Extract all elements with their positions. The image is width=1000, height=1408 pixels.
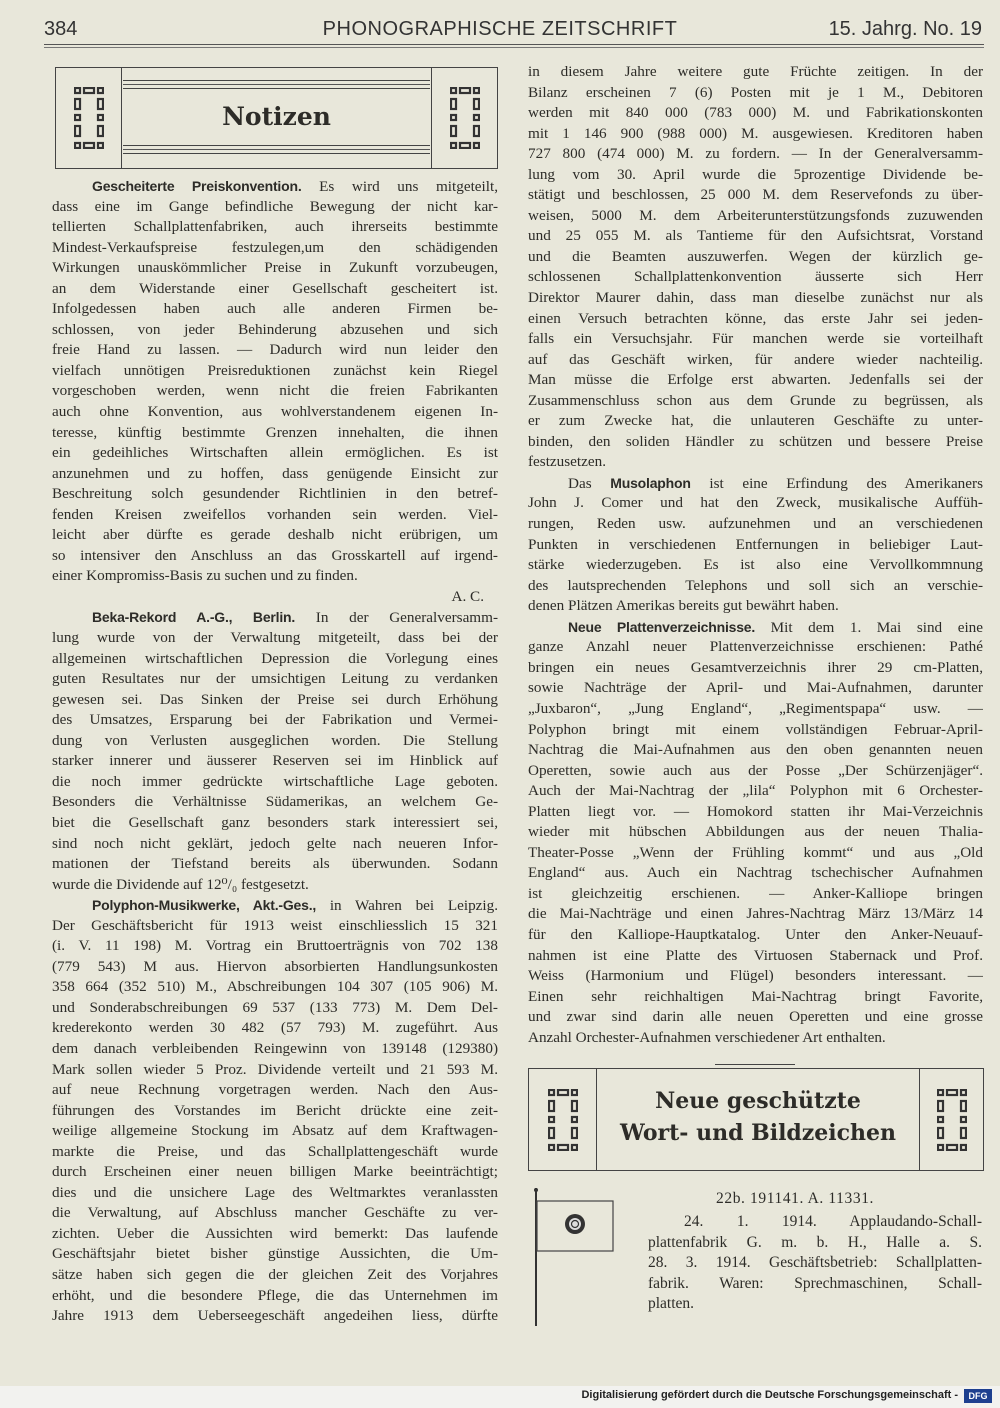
line-text: 358 664 (352 510) M., Abschreibungen 104 307 (105 906) M. (52, 978, 498, 996)
line-text: denen Plätzen Amerikas bereits gut bewährt haben. (528, 597, 839, 615)
line-text: an dem Widerstande einer Gesellschaft gescheitert ist. (52, 279, 498, 297)
text-line (528, 637, 983, 658)
line-text: stätigt und beschlossen, 25 000 M. dem Reservefonds zu über- (528, 186, 983, 204)
line-text: schlossenen Schallplattenkonvention äusserte sich Herr (528, 268, 983, 286)
line-text: falls ein Versuchsjahr. Für manchen werde sie vorteilhaft (528, 330, 983, 348)
line-text: wurde die Dividende auf 12⁰/₀ festgesetzt. (52, 875, 309, 893)
text-line (52, 710, 498, 731)
text-line (52, 690, 498, 711)
ornament-left (56, 68, 122, 168)
text-line (528, 1007, 983, 1028)
line-text: Polyphon bringt mit einem vollständigen Februar-April- (528, 720, 983, 738)
text-line (52, 1162, 498, 1183)
line-text: und die Beamten auszuwerfen. Wegen der kürzlich ge- (528, 247, 983, 265)
text-line (528, 514, 983, 535)
text-line (52, 381, 498, 402)
text-line (528, 411, 983, 432)
text-line (52, 1101, 498, 1122)
text-line (528, 576, 983, 597)
header-rule (44, 44, 984, 48)
paragraph (52, 176, 498, 607)
trademarks-header-box (528, 1068, 984, 1171)
text-line (528, 62, 983, 83)
line-text: Weiss (Harmonium und Flügel) besonders interessant. — (528, 967, 983, 985)
section-title-line-1: Neue geschützte (655, 1088, 861, 1114)
line-text: Beschreitung solch gesundender Richtlinien in den betref- (52, 485, 498, 503)
line-text: bringen ein neues Gesamtverzeichnis ihrer 29 cm-Platten, (528, 658, 983, 676)
text-line (52, 854, 498, 875)
text-line (52, 731, 498, 752)
footer-funding-note: Digitalisierung gefördert durch die Deutsche Forschungsgemeinschaft - (581, 1389, 958, 1401)
paragraph-prefix: Das (568, 474, 611, 492)
text-line (52, 217, 498, 238)
trademark-line: plattenfabrik G. m. b. H., Halle a. S. (648, 1233, 982, 1251)
text-line (528, 761, 983, 782)
line-text: fenden Kreisen zweifellos vorhanden sein werden. Viel- (52, 505, 498, 523)
line-text: In der Generalversamm- (295, 609, 498, 627)
text-line (528, 350, 983, 371)
text-line (52, 751, 498, 772)
section-divider (715, 1064, 795, 1065)
line-text: die Verwaltung, auf Abschluss mancher Geschäfte zu ver- (52, 1204, 498, 1222)
line-text: zichten. Ueber die Aussichten wird bemerkt: Das laufende (52, 1224, 498, 1242)
paragraph (52, 607, 498, 895)
paragraph (528, 617, 983, 1048)
line-text: krederekonto werden 30 482 (57 793) M. zugeführt. Aus (52, 1019, 498, 1037)
line-text: Wirkungen unauskömmlicher Preise in Zukunft vorzubeugen, (52, 259, 498, 277)
journal-title: PHONOGRAPHISCHE ZEITSCHRIFT (322, 18, 678, 40)
ornament-right (431, 68, 497, 168)
text-line (52, 607, 498, 628)
text-line (528, 144, 983, 165)
line-text: Operetten, sowie auch aus der Posse „Der Schürzenjäger“. (528, 761, 983, 779)
text-line (528, 267, 983, 288)
paragraph-heading: Gescheiterte Preiskonvention. (92, 178, 302, 194)
line-text: die Mai-Nachträge und einen Jahres-Nachtrag März 13/März 14 (528, 905, 983, 923)
line-text: starker innerer und äusserer Reserven sei im Hinblick auf (52, 752, 498, 770)
line-text: dung von Verlusten ausgeglichen worden. Die Stellung (52, 731, 498, 749)
line-text: führungen des Vorstandes im Bericht drückte eine zeit- (52, 1101, 498, 1119)
line-text: „Juxbaron“, „Jung England“, „Regimentspapa“ usw. — (528, 699, 983, 717)
trademark-number: 22b. 191141. A. 11331. (716, 1190, 875, 1207)
text-line (528, 247, 983, 268)
text-line (528, 699, 983, 720)
text-line (528, 617, 983, 638)
text-line (52, 464, 498, 485)
line-text: er zum Zwecke hat, die unlauteren Geschäfte zu unter- (528, 412, 983, 430)
text-line (52, 197, 498, 218)
text-line (52, 1265, 498, 1286)
text-line (528, 452, 983, 473)
line-text: werden mit 840 000 (783 000) M. und Fabrikationskonten (528, 104, 983, 122)
text-line (52, 772, 498, 793)
line-text: sind noch nicht geklärt, jedoch gelte nach neueren Infor- (52, 834, 498, 852)
text-line (52, 1080, 498, 1101)
line-text: gewesen sei. Das Sinken der Preise sei durch Erhöhung (52, 690, 498, 708)
line-text: weilige allgemeine Stockung im Absatz auf dem Kraftwagen- (52, 1122, 498, 1140)
line-text: markte die Preise, und das Schallplattengeschäft wurde (52, 1142, 498, 1160)
line-text: und zwar sind darin alle neuen Operetten und eine grosse (528, 1008, 983, 1026)
text-line (52, 340, 498, 361)
text-line (52, 1203, 498, 1224)
line-text: ist eine Erfindung des Amerikaners (690, 474, 983, 492)
line-text: biet die Gesellschaft ganz besonders stark interessiert sei, (52, 813, 498, 831)
line-text: freie Hand zu lassen. — Dadurch wird nun leider den (52, 341, 498, 359)
text-line (528, 720, 983, 741)
line-text: dies und die unsichere Lage des Weltmarktes veranlassten (52, 1183, 498, 1201)
line-text: lung wurde von der Verwaltung mitgeteilt, dass bei der (52, 629, 498, 647)
line-text: weisen, 5000 M. dem Arbeiterunterstützungsfonds zuzuwenden (528, 206, 983, 224)
text-line (52, 1286, 498, 1307)
text-line (528, 740, 983, 761)
text-line (528, 473, 983, 494)
line-text: teresse, künftig bestimmte Grenzen innehalten, die ihnen (52, 423, 498, 441)
text-line (528, 863, 983, 884)
line-text: Theater-Posse „Wenn der Frühling kommt“ und aus „Old (528, 843, 983, 861)
text-line (52, 525, 498, 546)
line-text: Jahre 1913 dem Ueberseegeschäft angedeihen liess, dürfte (52, 1307, 498, 1325)
left-column (52, 176, 498, 1327)
line-text: Nachtrag die Mai-Aufnahmen aus den oben genannten neuen (528, 741, 983, 759)
text-line (52, 566, 498, 587)
text-line (528, 987, 983, 1008)
paragraph-heading: Beka-Rekord A.-G., Berlin. (92, 609, 296, 626)
text-line (52, 1039, 498, 1060)
footer-bar (0, 1386, 1000, 1408)
text-line (528, 124, 983, 145)
line-text: Bilanz erscheinen 7 (6) Posten mit je 1 M., Debitoren (528, 83, 983, 101)
trademark-line: 24. 1. 1914. Applaudando-Schall- (684, 1213, 982, 1230)
text-line (52, 1183, 498, 1204)
section-title-trademarks (597, 1085, 919, 1149)
text-line (528, 884, 983, 905)
line-text: Direktor Maurer dahin, dass man dieselbe zunächst nur als (528, 289, 983, 307)
text-line (52, 423, 498, 444)
line-text: und 25 055 M. als Tantieme für den Aufsichtsrat, Vorstand (528, 227, 983, 245)
line-text: Mindest-Verkaufspreise festzulegen,um den schädigenden (52, 238, 498, 256)
flag-trademark-image (530, 1186, 620, 1326)
line-text: Anzahl Orchester-Aufnahmen verschiedener Art enthalten. (528, 1028, 886, 1046)
text-line (52, 258, 498, 279)
text-line (52, 361, 498, 382)
line-text: binden, den soliden Händler zu schützen und bessere Preise (528, 432, 983, 450)
text-line (528, 165, 983, 186)
text-line (528, 1028, 983, 1049)
line-text: Man müsse die Erfolge erst abwarten. Jedenfalls sei der (528, 371, 983, 389)
text-line (528, 226, 983, 247)
text-line (52, 792, 498, 813)
line-text: sowie Nachträge der April- und Mai-Aufnahmen, darunter (528, 679, 983, 697)
text-line (52, 1224, 498, 1245)
text-line (528, 596, 983, 617)
line-text: und Sonderabschreibungen 69 537 (133 773) M. Dem Del- (52, 998, 498, 1016)
rule-bottom (123, 145, 430, 154)
line-text: ganze Anzahl neuer Plattenverzeichnisse erschienen: Pathé (528, 638, 983, 656)
trademark-line: fabrik. Waren: Sprechmaschinen, Schall- (648, 1274, 982, 1292)
rule-top (123, 80, 430, 89)
line-text: Zusammenschluss schon aus dem Grunde zu begrüssen, als (528, 391, 983, 409)
line-text: wieder mit hübschen Abbildungen aus der neuen Thalia- (528, 823, 983, 841)
text-line (52, 546, 498, 567)
text-line (52, 1244, 498, 1265)
text-line (528, 925, 983, 946)
text-line (52, 834, 498, 855)
line-text: erhöht, und die besondere Pflege, die das Unternehmen im (52, 1286, 498, 1304)
text-line (528, 946, 983, 967)
text-line (52, 299, 498, 320)
paragraph-heading: Neue Plattenverzeichnisse. (568, 618, 756, 635)
line-text: (779 543) M aus. Hiervon absorbierten Handlungsunkosten (52, 957, 498, 975)
text-line (528, 555, 983, 576)
dfg-logo: DFG (964, 1389, 992, 1403)
text-line (52, 977, 498, 998)
line-text: Auch der Mai-Nachtrag der „lila“ Polyphon mit 6 Orchester- (528, 782, 983, 800)
line-text: dem danach verbleibenden Reingewinn von 139148 (129380) (52, 1039, 498, 1057)
text-line (528, 966, 983, 987)
line-text: anzunehmen und zu hoffen, dass genügende Einsicht zur (52, 464, 498, 482)
line-text: des Umsatzes, Ersparung bei der Fabrikation und Vermei- (52, 711, 498, 729)
text-line (528, 432, 983, 453)
text-line (52, 669, 498, 690)
paragraph (528, 62, 983, 473)
trademark-entry-text (648, 1212, 982, 1315)
line-text: John J. Comer und hat den Zweck, musikalische Auffüh- (528, 494, 983, 512)
line-text: durch Erscheinen einer neuen billigen Marke beeinträchtigt; (52, 1163, 498, 1181)
page-number: 384 (44, 18, 78, 40)
text-line (52, 505, 498, 526)
text-line (528, 493, 983, 514)
notizen-header-box (55, 67, 498, 169)
text-line (528, 206, 983, 227)
paragraph-heading: Musolaphon (610, 474, 691, 491)
text-line (52, 875, 498, 896)
text-line (52, 895, 498, 916)
text-line (52, 1018, 498, 1039)
text-line (528, 802, 983, 823)
line-text: nahmen ist eine Platte des Virtuosen Stabernack und Prof. (528, 946, 983, 964)
text-line (528, 658, 983, 679)
text-line (528, 370, 983, 391)
text-line (528, 391, 983, 412)
line-text: festzusetzen. (528, 453, 607, 471)
line-text: England“ aus. Auch ein Nachtrag tschechischer Aufnahmen (528, 864, 983, 882)
text-line (52, 238, 498, 259)
paragraph (528, 473, 983, 617)
text-line (528, 83, 983, 104)
line-text: die noch immer gedrückte wirtschaftliche Lage geboten. (52, 772, 498, 790)
right-column (528, 62, 983, 1048)
line-text: schlossen, von jeder Behinderung abzusehen und sich (52, 320, 498, 338)
line-text: Der Geschäftsbericht für 1913 weist einschliesslich 15 321 (52, 916, 498, 934)
text-line (528, 678, 983, 699)
line-text: guten Resultates nur der umsichtigen Leitung zu verdanken (52, 670, 498, 688)
line-text: des lautsprechenden Telephons und soll sich an verschie- (528, 576, 983, 594)
text-line (528, 904, 983, 925)
line-text: Einen sehr reichhaltigen Mai-Nachtrag bringt Favorite, (528, 987, 983, 1005)
line-text: auf neue Rechnung vorgetragen werden. Nach den Aus- (52, 1081, 498, 1099)
line-text: auf das Geschäft wirken, für andere wieder nachteilig. (528, 350, 983, 368)
line-text: allgemeinen wirtschaftlichen Depression die Vorlegung eines (52, 649, 498, 667)
text-line (52, 176, 498, 197)
text-line (52, 320, 498, 341)
line-text: Infolgedessen haben auch alle anderen Firmen be- (52, 300, 498, 318)
line-text: leicht aber dürfte es gerade deshalb nicht erübrigen, um (52, 526, 498, 544)
line-text: Es wird uns mitgeteilt, (301, 178, 498, 195)
paragraph-heading: Polyphon-Musikwerke, Akt.-Ges., (92, 897, 317, 914)
line-text: Mit dem 1. Mai sind eine (755, 618, 983, 636)
line-text: stärke wiederzugeben. Es ist also eine Vervollkommnung (528, 556, 983, 574)
text-line (528, 843, 983, 864)
line-text: ist gleichzeitig erschienen. — Anker-Kalliope bringen (528, 884, 983, 902)
line-text: ein gedeihliches Wirtschaften allein ermöglichen. Es ist (52, 444, 498, 462)
text-line (528, 822, 983, 843)
text-line (52, 998, 498, 1019)
text-line (528, 288, 983, 309)
line-text: einen Versuch betrachten könne, das erste Jahr sei jeden- (528, 309, 983, 327)
text-line (528, 185, 983, 206)
line-text: auch ohne Konvention, aus wohlverstandenem eigenen In- (52, 403, 498, 421)
text-line (52, 813, 498, 834)
text-line (52, 936, 498, 957)
line-text: Platten liegt vor. — Homokord statten ihr Mai-Verzeichnis (528, 802, 983, 820)
text-line (52, 628, 498, 649)
author-signature: A. C. (451, 587, 484, 605)
trademark-line: 28. 3. 1914. Geschäftsbetrieb: Schallplatten- (648, 1254, 982, 1272)
text-line (528, 781, 983, 802)
line-text: mationen der Tiefstand bereits als überwunden. Sodann (52, 855, 498, 873)
line-text: rungen, Reden usw. aufzunehmen und an verschiedenen (528, 515, 983, 533)
ornament-right (919, 1069, 983, 1170)
line-text: in diesem Jahre weitere gute Früchte zeitigen. In der (528, 63, 983, 80)
line-text: vielfach unnötigen Preisreduktionen zunächst kein Riegel (52, 361, 498, 379)
section-title-notizen: Notizen (222, 102, 331, 131)
line-text: 727 800 (474 000) M. zu fordern. — In der Generalversamm- (528, 145, 983, 163)
line-text: vorgeschoben werden, wenn nicht die freien Fabrikanten (52, 382, 498, 400)
trademark-line: platten. (648, 1295, 695, 1313)
line-text: dass eine im Gange befindliche Bewegung der nicht kar- (52, 197, 498, 215)
text-line (52, 402, 498, 423)
line-text: Besonders die Verhältnisse Südamerikas, an welchem Ge- (52, 793, 498, 811)
text-line (52, 916, 498, 937)
text-line (52, 484, 498, 505)
text-line (52, 1142, 498, 1163)
paragraph (52, 895, 498, 1326)
line-text: sätze haben sich gegen die der gleichen Zeit des Vorjahres (52, 1265, 498, 1283)
line-text: tellierten Schallplattenfabriken, auch ihrerseits bestimmte (52, 218, 498, 236)
text-line (528, 329, 983, 350)
text-line (52, 1121, 498, 1142)
text-line (52, 279, 498, 300)
text-line (52, 649, 498, 670)
issue-label: 15. Jahrg. No. 19 (828, 18, 982, 40)
line-text: Punkten in verschiedenen Entfernungen in beliebiger Laut- (528, 535, 983, 553)
line-text: mit 1 146 900 (988 000) M. ausgewiesen. Kreditoren haben (528, 124, 983, 142)
line-text: für den Kalliope-Hauptkatalog. Unter den Anker-Neuauf- (528, 925, 983, 943)
line-text: Geschäftsjahr bietet bisher günstige Aussichten, die Um- (52, 1245, 498, 1263)
text-line (52, 1060, 498, 1081)
text-line (52, 443, 498, 464)
text-line (528, 535, 983, 556)
line-text: lung vom 30. April wurde die 5prozentige Dividende be- (528, 165, 983, 183)
text-line (528, 309, 983, 330)
text-line (52, 1306, 498, 1327)
ornament-left (529, 1069, 597, 1170)
line-text: so intensiver den Anschluss an das Grosskartell auf irgend- (52, 546, 498, 564)
line-text: einer Kompromiss-Basis zu suchen und zu finden. (52, 567, 358, 585)
section-title-line-2: Wort- und Bildzeichen (619, 1120, 897, 1146)
text-line (528, 103, 983, 124)
line-text: (i. V. 11 198) M. Vortrag ein Bruttoerträgnis von 702 138 (52, 937, 498, 955)
line-text: Mark sollen wieder 5 Proz. Dividende verteilt und 21 593 M. (52, 1060, 498, 1078)
line-text: in Wahren bei Leipzig. (316, 897, 498, 915)
text-line (52, 957, 498, 978)
